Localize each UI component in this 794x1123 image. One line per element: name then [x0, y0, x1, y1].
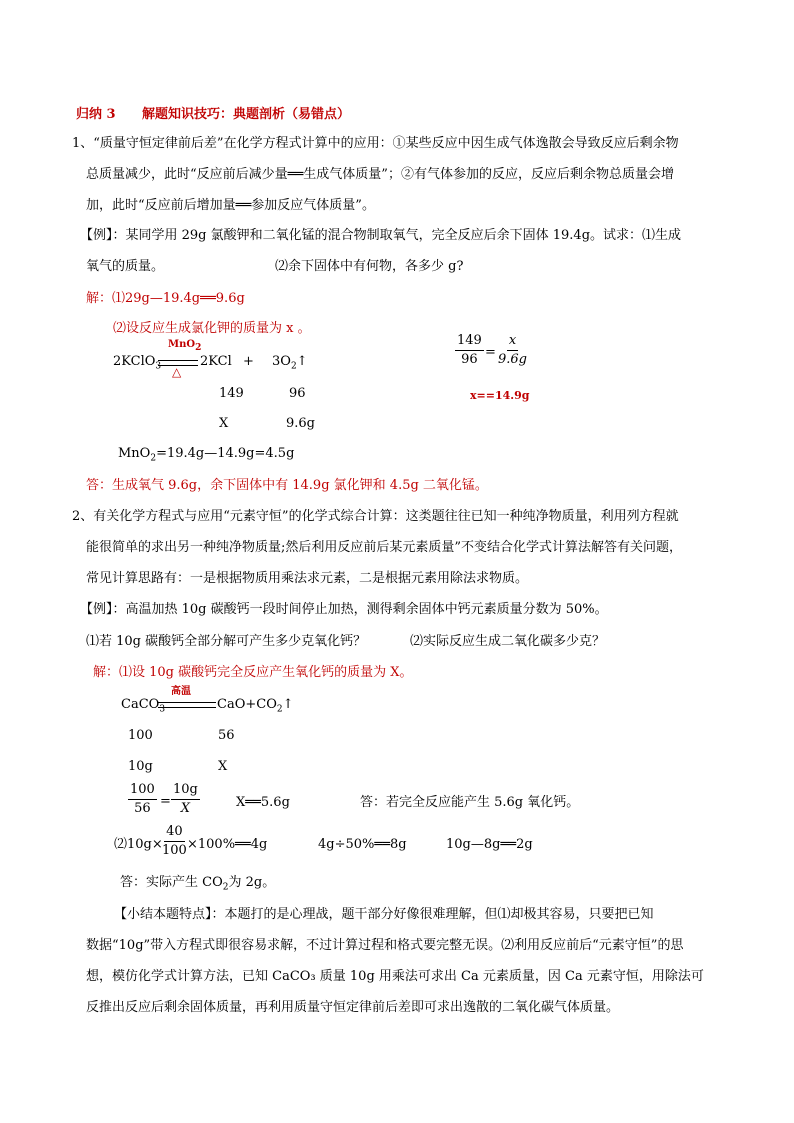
- p1-example-line-2b: ⑵余下固体中有何物，各多少 g?: [275, 259, 464, 274]
- p2-x-result: X══5.6g: [236, 795, 290, 810]
- p2-calc-fraction-den: 100: [162, 843, 187, 858]
- p1-mno2-calc: MnO$_2$=19.4g—14.9g=4.5g: [118, 446, 295, 464]
- p2-ratio-left-den: 56: [134, 801, 151, 816]
- p1-solution-1: 解：⑴29g—19.4g══9.6g: [86, 291, 245, 306]
- p1-line-1: 1、“质量守恒定律前后差”在化学方程式计算中的应用：①某些反应中因生成气体逸散会导致反应后剩余物: [72, 136, 679, 151]
- p1-example-line-2a: 氧气的质量。: [86, 259, 165, 274]
- p2-molar-caco3: 100: [128, 728, 153, 743]
- p2-ratio-right: [171, 782, 200, 817]
- p1-o2-mass: 9.6g: [286, 416, 315, 431]
- p2-ratio-right-num: 10g: [171, 782, 200, 800]
- p2-summary-line-3: 想，模仿化学式计算方法，已知 CaCO₃ 质量 10g 用乘法可求出 Ca 元素质量，因 Ca 元素守恒，用除法可: [86, 969, 704, 984]
- p2-example: 【例】：高温加热 10g 碳酸钙一段时间停止加热，测得剩余固体中钙元素质量分数为 50%。: [80, 602, 608, 617]
- p1-equation-kcl: 2KCl: [200, 354, 232, 369]
- p2-answer-2: 答：实际产生 $CO_2$为 2g。: [120, 875, 276, 893]
- p2-equation-right: $CaO+CO_2↑$: [217, 697, 294, 715]
- p1-equation-left: 2KClO$_3$: [113, 354, 162, 372]
- p2-line-3: 常见计算思路有：一是根据物质用乘法求元素，二是根据元素用除法求物质。: [86, 571, 529, 586]
- p1-answer: 答：生成氧气 9.6g，余下固体中有 14.9g 氯化钾和 4.5g 二氧化锰。: [86, 478, 488, 493]
- p1-unknown-x: X: [219, 416, 229, 431]
- p2-calc-3: 10g—8g══2g: [446, 837, 533, 852]
- p2-summary-line-2: 数据“10g”带入方程式即很容易求解，不过计算过程和格式要完整无误。⑵利用反应前后“元素守恒”的思: [86, 938, 684, 953]
- p2-summary-line-4: 反推出反应后剩余固体质量，再利用质量守恒定律前后差即可求出逸散的二氧化碳气体质量。: [86, 1000, 620, 1015]
- p2-ratio-left-num: 100: [128, 782, 157, 800]
- p1-ratio-right-num: x: [507, 333, 518, 351]
- p1-example-line-1: 【例】：某同学用 29g 氯酸钾和二氧化锰的混合物制取氧气，完全反应后余下固体 19.4g。试求：⑴生成: [80, 228, 682, 243]
- p2-ratio-equals: =: [160, 794, 171, 809]
- p1-line-2: 总质量减少，此时“反应前后减少量══生成气体质量”；②有气体参加的反应，反应后剩余物总质量会增: [86, 167, 674, 182]
- p2-equation-condition: 高温: [171, 686, 191, 697]
- p2-molar-cao: 56: [218, 728, 235, 743]
- p1-equation-plus: +: [243, 354, 254, 369]
- p2-equation-left: CaCO$_3$: [121, 697, 166, 715]
- p2-ratio-right-den: X: [180, 801, 191, 816]
- p2-line-2: 能很简单的求出另一种纯净物质量;然后利用反应前后某元素质量”不变结合化学式计算法解答有关问题，: [86, 540, 683, 555]
- p1-equation-catalyst: MnO$_2$: [168, 339, 202, 353]
- p2-line-1: 2、有关化学方程式与应用“元素守恒”的化学式综合计算：这类题往往已知一种纯净物质量，利用列方程就: [72, 509, 679, 524]
- p1-ratio-left: [455, 333, 484, 368]
- p1-solution-2: ⑵设反应生成氯化钾的质量为 x 。: [113, 321, 311, 336]
- p2-answer-1: 答：若完全反应能产生 5.6g 氧化钙。: [360, 795, 580, 810]
- p2-calc-fraction-num: 40: [164, 824, 185, 842]
- p1-molar-kcl: 149: [219, 386, 244, 401]
- p2-calc-fraction: [160, 824, 189, 859]
- p1-x-result: x==14.9g: [470, 389, 530, 402]
- p2-question-1: ⑴若 10g 碳酸钙全部分解可产生多少克氧化钙？: [86, 634, 367, 649]
- p2-solution-1: 解：⑴设 10g 碳酸钙完全反应产生氧化钙的质量为 X。: [93, 665, 413, 680]
- p1-ratio-equals: =: [485, 345, 496, 360]
- section-label: 归纳 3: [76, 107, 116, 122]
- p1-equation-o2: $3O_2↑$: [272, 354, 308, 372]
- p2-unknown-x: X: [218, 759, 228, 774]
- p1-line-3: 加，此时“反应前后增加量══参加反应气体质量”。: [86, 198, 375, 213]
- p1-molar-o2: 96: [289, 386, 306, 401]
- p1-ratio-left-den: 96: [461, 352, 478, 367]
- p2-question-2: ⑵实际反应生成二氧化碳多少克？: [410, 634, 606, 649]
- section-title: 解题知识技巧：典题剖析（易错点）: [142, 107, 351, 122]
- p2-equation-equals: [158, 702, 216, 708]
- p1-ratio-right-den: 9.6g: [498, 352, 527, 367]
- p2-calc-2: 4g÷50%══8g: [318, 837, 407, 852]
- p2-calc-prefix: ⑵10g×: [114, 837, 163, 852]
- p2-mass-caco3: 10g: [128, 759, 153, 774]
- p1-equation-condition: △: [172, 365, 182, 379]
- p1-ratio-left-num: 149: [455, 333, 484, 351]
- p1-ratio-right: [496, 333, 529, 368]
- p2-summary-line-1: 【小结本题特点】：本题打的是心理战，题干部分好像很难理解，但⑴却极其容易，只要把已知: [114, 907, 654, 922]
- p2-ratio-left: [128, 782, 157, 817]
- p2-calc-suffix: ×100%══4g: [187, 837, 268, 852]
